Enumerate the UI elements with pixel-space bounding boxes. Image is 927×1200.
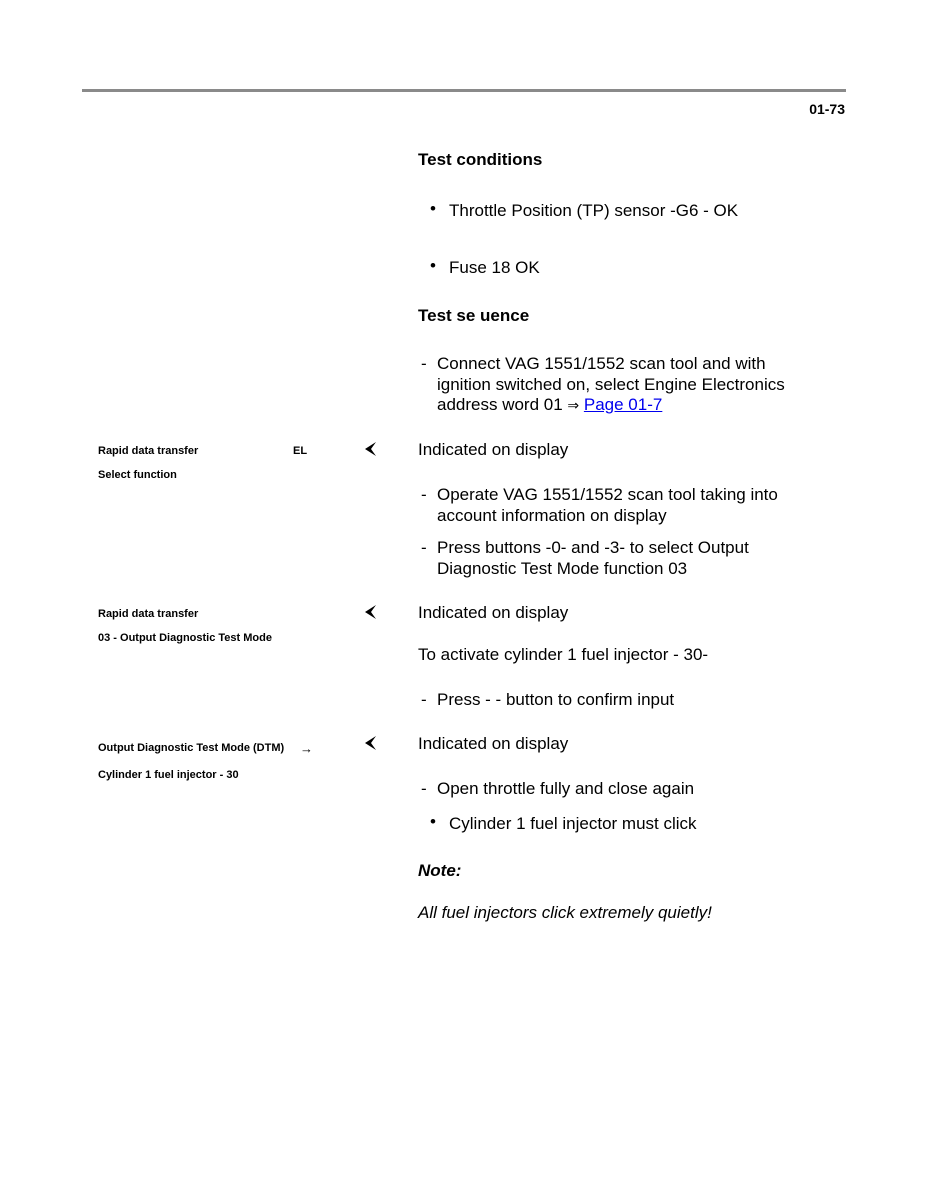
test-conditions-heading: Test conditions [418, 150, 543, 169]
bullet-icon: • [430, 812, 436, 831]
display1-line2: Select function [98, 469, 177, 481]
indicated-on-display: Indicated on display [418, 734, 569, 753]
activate-instruction: To activate cylinder 1 fuel injector - 30- [418, 645, 709, 664]
dash-marker: - [421, 485, 427, 504]
pointer-icon [362, 735, 378, 751]
page-link[interactable]: Page 01-7 [583, 395, 663, 414]
pointer-icon [362, 441, 378, 457]
pointer-icon [362, 604, 378, 620]
test-sequence-heading: Test se uence [418, 306, 530, 325]
press-confirm-step: Press - - button to confirm input [437, 690, 675, 709]
step-line: Operate VAG 1551/1552 scan tool taking into [437, 485, 778, 504]
display2-line2: 03 - Output Diagnostic Test Mode [98, 632, 272, 644]
note-label: Note: [418, 861, 462, 880]
operate-step [437, 485, 837, 526]
step-line: account information on display [437, 505, 667, 525]
display1-line1: Rapid data transfer [98, 445, 199, 457]
step-line: Connect VAG 1551/1552 scan tool and with [437, 354, 766, 373]
step-line: Press buttons -0- and -3- to select Output [437, 538, 749, 557]
indicated-on-display: Indicated on display [418, 603, 569, 622]
step-line: Diagnostic Test Mode function 03 [437, 558, 688, 578]
page-number: 01-73 [809, 101, 845, 117]
double-arrow-icon: ⇒ [567, 397, 580, 413]
step-line: ignition switched on, select Engine Electronics [437, 374, 785, 394]
press-buttons-step [437, 538, 837, 579]
indicated-on-display: Indicated on display [418, 440, 569, 459]
bullet-icon: • [430, 199, 436, 218]
display3-line2: Cylinder 1 fuel injector - 30 [98, 769, 239, 781]
display2-line1: Rapid data transfer [98, 608, 199, 620]
dash-marker: - [421, 354, 427, 373]
click-check-item: Cylinder 1 fuel injector must click [449, 814, 697, 833]
right-arrow-icon: → [300, 741, 313, 756]
dash-marker: - [421, 538, 427, 557]
header-rule [82, 89, 846, 92]
condition-item: Throttle Position (TP) sensor -G6 - OK [449, 201, 739, 220]
dash-marker: - [421, 690, 427, 709]
step-line [437, 395, 837, 416]
display3-line1: Output Diagnostic Test Mode (DTM) [98, 742, 285, 754]
note-text: All fuel injectors click extremely quietly! [418, 903, 712, 922]
display1-line1-right: EL [293, 445, 308, 457]
bullet-icon: • [430, 256, 436, 275]
condition-item: Fuse 18 OK [449, 258, 540, 277]
connect-step [437, 354, 837, 416]
step-line-prefix: address word 01 [437, 395, 568, 414]
throttle-step: Open throttle fully and close again [437, 779, 695, 798]
dash-marker: - [421, 779, 427, 798]
